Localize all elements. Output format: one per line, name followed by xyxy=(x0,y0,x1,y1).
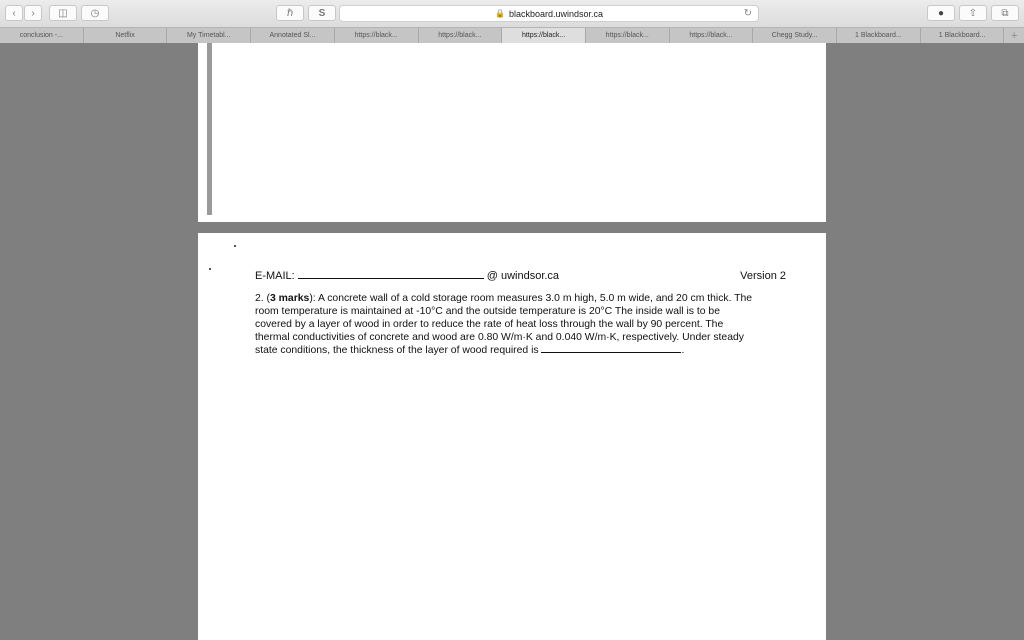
clock-icon: ◷ xyxy=(90,7,100,19)
browser-tab[interactable]: Chegg Study... xyxy=(753,28,837,43)
question-marks: 3 marks xyxy=(270,293,310,304)
sidebar-icon: ◫ xyxy=(58,7,68,19)
speck xyxy=(209,268,211,270)
extension-s-button[interactable] xyxy=(308,5,336,21)
chevron-left-icon: ‹ xyxy=(12,7,16,19)
forward-button[interactable] xyxy=(24,5,42,21)
share-icon: ⇧ xyxy=(968,7,978,19)
speck xyxy=(234,245,236,247)
reload-icon[interactable]: ↻ xyxy=(743,8,752,19)
tabs-overview-button[interactable] xyxy=(991,5,1019,21)
pdf-page-2 xyxy=(198,233,826,640)
share-button[interactable] xyxy=(959,5,987,21)
browser-tab[interactable]: Netflix xyxy=(84,28,168,43)
page-margin-bar xyxy=(207,43,212,215)
browser-tab[interactable]: 1 Blackboard... xyxy=(921,28,1005,43)
version-label: Version 2 xyxy=(740,270,786,282)
extension-h-icon: ℏ xyxy=(286,7,294,19)
browser-tab[interactable]: https://black... xyxy=(670,28,754,43)
email-field-line xyxy=(255,270,559,282)
download-icon: ● xyxy=(937,7,945,19)
browser-tab[interactable]: Annotated Sl... xyxy=(251,28,335,43)
question-line: thermal conductivities of concrete and wood are 0.80 W/m·K and 0.040 W/m·K, respectively. Under steady xyxy=(255,332,744,343)
email-domain: @ uwindsor.ca xyxy=(486,270,560,282)
browser-tab[interactable]: https://black... xyxy=(335,28,419,43)
history-button[interactable] xyxy=(81,5,109,21)
question-number: 2. ( xyxy=(255,293,271,304)
email-blank xyxy=(298,278,484,279)
extension-button[interactable] xyxy=(276,5,304,21)
browser-tab[interactable]: https://black... xyxy=(586,28,670,43)
tabs-icon: ⧉ xyxy=(1001,7,1009,19)
sidebar-button[interactable] xyxy=(49,5,77,21)
question-line: covered by a layer of wood in order to reduce the rate of heat loss through the wall by 90 percent. The xyxy=(255,319,724,330)
browser-tab[interactable]: https://black... xyxy=(502,28,586,43)
lock-icon: 🔒 xyxy=(494,9,505,18)
tab-bar xyxy=(0,27,1024,43)
browser-tab[interactable]: 1 Blackboard... xyxy=(837,28,921,43)
question-2 xyxy=(255,292,795,357)
browser-tab[interactable]: My Timetabl... xyxy=(167,28,251,43)
email-label: E-MAIL: xyxy=(255,270,295,282)
browser-toolbar xyxy=(0,0,1024,27)
question-line: state conditions, the thickness of the layer of wood required is xyxy=(255,345,542,356)
new-tab-button[interactable]: + xyxy=(1011,29,1018,42)
question-end: . xyxy=(681,345,685,356)
downloads-button[interactable] xyxy=(927,5,955,21)
extension-s-icon: S xyxy=(318,7,326,19)
pdf-page-1 xyxy=(198,43,826,222)
browser-tab[interactable]: https://black... xyxy=(419,28,503,43)
url-text: blackboard.uwindsor.ca xyxy=(508,8,604,19)
chevron-right-icon: › xyxy=(31,7,35,19)
back-button[interactable] xyxy=(5,5,23,21)
answer-blank xyxy=(541,352,681,353)
question-line: ): A concrete wall of a cold storage room measures 3.0 m high, 5.0 m wide, and 20 cm thick. The xyxy=(309,293,753,304)
question-line: room temperature is maintained at -10°C and the outside temperature is 20°C The inside wall is to be xyxy=(255,306,720,317)
address-bar[interactable] xyxy=(339,5,759,22)
browser-tab[interactable]: conclusion -... xyxy=(0,28,84,43)
